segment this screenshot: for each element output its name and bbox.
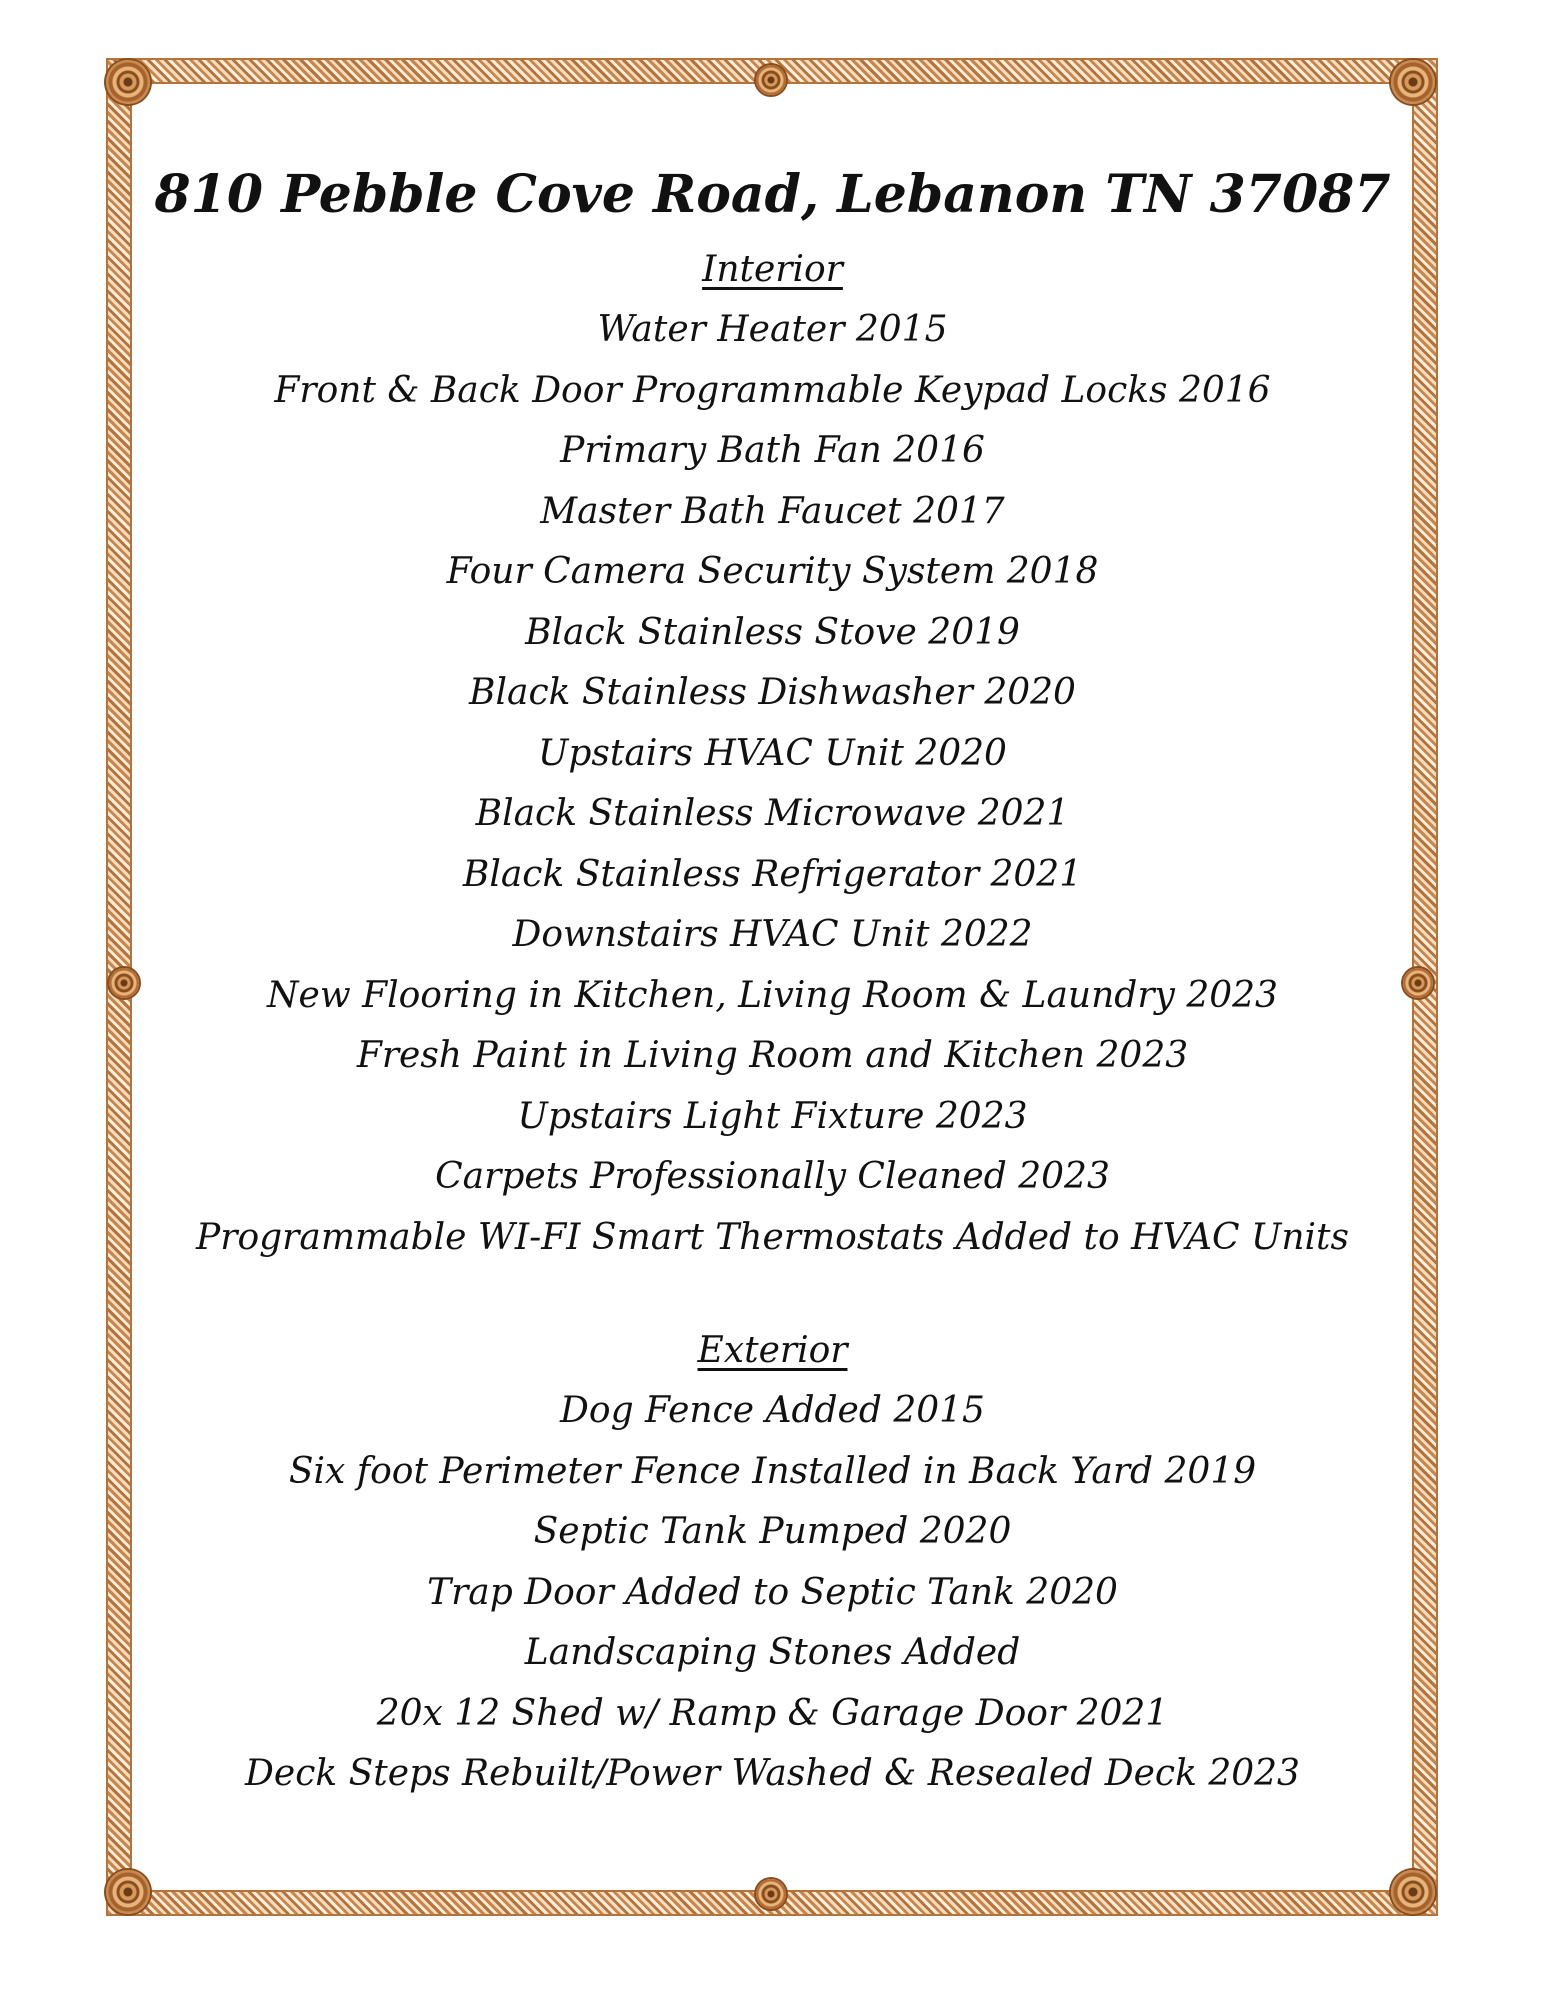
list-item: New Flooring in Kitchen, Living Room & Laundry 2023 bbox=[267, 974, 1278, 1016]
section-heading-interior: Interior bbox=[702, 249, 843, 290]
edge-rosette-icon bbox=[1403, 968, 1433, 998]
list-item: Septic Tank Pumped 2020 bbox=[533, 1511, 1012, 1552]
list-item: Black Stainless Refrigerator 2021 bbox=[462, 853, 1083, 895]
list-item: Four Camera Security System 2018 bbox=[446, 551, 1099, 592]
list-item: Dog Fence Added 2015 bbox=[560, 1390, 985, 1431]
list-item: Black Stainless Dishwasher 2020 bbox=[469, 672, 1076, 713]
list-item: Downstairs HVAC Unit 2022 bbox=[512, 914, 1033, 955]
page-title: 810 Pebble Cove Road, Lebanon TN 37087 bbox=[154, 164, 1391, 225]
interior-list bbox=[150, 300, 1395, 1268]
list-item: Landscaping Stones Added bbox=[524, 1632, 1021, 1673]
list-item: Water Heater 2015 bbox=[597, 309, 948, 350]
corner-rosette-icon bbox=[106, 1870, 150, 1914]
edge-rosette-icon bbox=[756, 1879, 786, 1909]
list-item: Trap Door Added to Septic Tank 2020 bbox=[427, 1571, 1118, 1613]
document-body bbox=[150, 150, 1395, 1805]
corner-rosette-icon bbox=[1391, 1870, 1435, 1914]
list-item: Fresh Paint in Living Room and Kitchen 2023 bbox=[356, 1035, 1189, 1076]
list-item: Deck Steps Rebuilt/Power Washed & Resealed Deck 2023 bbox=[245, 1753, 1300, 1794]
exterior-section bbox=[150, 1321, 1395, 1805]
edge-rosette-icon bbox=[756, 65, 786, 95]
list-item: Carpets Professionally Cleaned 2023 bbox=[435, 1156, 1110, 1197]
edge-rosette-icon bbox=[109, 968, 139, 998]
list-item: 20x 12 Shed w/ Ramp & Garage Door 2021 bbox=[376, 1692, 1169, 1734]
exterior-list bbox=[150, 1381, 1395, 1805]
list-item: Front & Back Door Programmable Keypad Locks 2016 bbox=[274, 369, 1271, 411]
corner-rosette-icon bbox=[106, 60, 150, 104]
section-spacer bbox=[150, 1268, 1395, 1321]
list-item: Six foot Perimeter Fence Installed in Back Yard 2019 bbox=[288, 1450, 1257, 1492]
list-item: Programmable WI-FI Smart Thermostats Added to HVAC Units bbox=[196, 1216, 1349, 1258]
list-item: Upstairs HVAC Unit 2020 bbox=[538, 732, 1007, 774]
section-heading-exterior: Exterior bbox=[697, 1330, 848, 1371]
interior-section bbox=[150, 240, 1395, 1268]
list-item: Black Stainless Stove 2019 bbox=[525, 611, 1020, 653]
list-item: Primary Bath Fan 2016 bbox=[560, 430, 985, 471]
list-item: Black Stainless Microwave 2021 bbox=[475, 793, 1070, 834]
corner-rosette-icon bbox=[1391, 60, 1435, 104]
list-item: Upstairs Light Fixture 2023 bbox=[517, 1095, 1028, 1137]
list-item: Master Bath Faucet 2017 bbox=[540, 490, 1005, 532]
